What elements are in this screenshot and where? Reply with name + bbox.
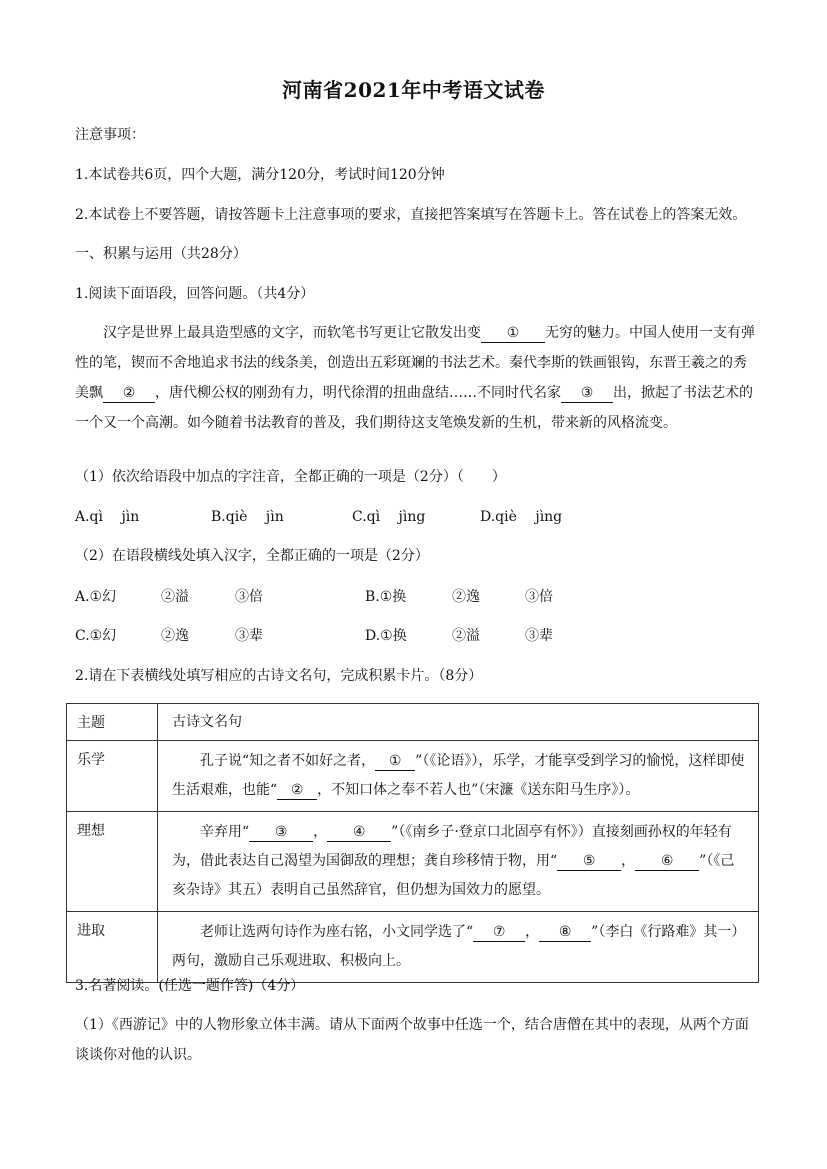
row-2-content xyxy=(158,812,759,912)
row-1-blank-2: ② xyxy=(277,781,317,800)
poetry-card-table xyxy=(66,703,759,983)
sub-2-option-b-1: B.①换 xyxy=(365,589,407,605)
row-2-text-4: ， xyxy=(621,853,636,869)
passage-text-b: 无穷的魅力。中国人使用一支有弹性的笔，锲而不舍地追求书法的线条美，创造出五彩斑斓的书法艺术。秦代李斯的铁画银钩，东晋王羲之的秀美飘 xyxy=(75,325,755,401)
row-2-text-3: ”（《南乡子·登京口北固亭有怀》）直接刻画孙权的年轻有为，借此表达自己渴望为国御敌的理想；龚自珍移情于物，用“ xyxy=(172,824,732,869)
row-2-blank-6: ⑥ xyxy=(635,852,699,871)
question-1-prompt: 1.阅读下面语段，回答问题。（共4分） xyxy=(75,286,315,302)
row-2-blank-4: ④ xyxy=(327,823,391,842)
sub-2-option-d-1: D.①换 xyxy=(365,628,407,644)
exam-title: 河南省2021年中考语文试卷 xyxy=(282,78,545,102)
row-3-text-2: ， xyxy=(525,924,540,940)
row-3-text-3: ”（李白《行路难》其一）两句，激励自己乐观进取、积极向上。 xyxy=(172,924,746,969)
row-2-theme: 理想 xyxy=(67,812,158,912)
table-header-row xyxy=(67,704,759,741)
row-2-text-5: ”（《己亥杂诗》其五）表明自己虽然辞官，但仍想为国效力的愿望。 xyxy=(172,853,735,898)
row-3-blank-8: ⑧ xyxy=(539,923,591,942)
row-1-text-1: 孔子说“知之者不如好之者， xyxy=(200,753,376,769)
row-1-theme: 乐学 xyxy=(67,741,158,812)
table-row-lexue xyxy=(67,741,759,812)
passage-blank-1: ① xyxy=(481,324,545,343)
sub-1-option-a: A.qì jìn xyxy=(75,509,140,525)
sub-2-option-c-1: C.①幻 xyxy=(75,628,117,644)
notice-item-2: 2.本试卷上不要答题，请按答题卡上注意事项的要求，直接把答案填写在答题卡上。答在试卷上的答案无效。 xyxy=(75,207,747,223)
row-2-text-2: ， xyxy=(313,824,328,840)
notice-item-1: 1.本试卷共6页，四个大题，满分120分，考试时间120分钟 xyxy=(75,167,445,183)
row-3-content xyxy=(158,912,759,983)
sub-2-option-a-1: A.①幻 xyxy=(75,589,117,605)
row-3-blank-7: ⑦ xyxy=(473,923,525,942)
notice-heading: 注意事项： xyxy=(75,127,145,143)
sub-1-option-d: D.qiè jìng xyxy=(480,509,563,525)
sub-2-option-c-3: ③辈 xyxy=(235,628,263,644)
passage-text-d: 出，掀起了书法艺术的一个又一个高潮。如今随着书法教育的普及，我们期待这支笔焕发新的生机，带来新的风格流变。 xyxy=(75,385,753,431)
passage-blank-3: ③ xyxy=(561,384,613,403)
sub-2-option-a-2: ②溢 xyxy=(161,589,189,605)
sub-1-option-c: C.qì jìng xyxy=(352,509,426,525)
row-2-blank-5: ⑤ xyxy=(557,852,621,871)
header-content: 古诗文名句 xyxy=(158,704,759,741)
question-1-sub-2: （2）在语段横线处填入汉字，全都正确的一项是（2分） xyxy=(75,548,429,564)
sub-2-option-d-3: ③辈 xyxy=(525,628,553,644)
table-row-lixiang xyxy=(67,812,759,912)
sub-2-option-b-2: ②逸 xyxy=(452,589,480,605)
row-3-theme: 进取 xyxy=(67,912,158,983)
row-2-blank-3: ③ xyxy=(249,823,313,842)
sub-2-option-b-3: ③倍 xyxy=(525,589,553,605)
sub-2-option-a-3: ③倍 xyxy=(235,589,263,605)
sub-1-option-b: B.qiè jìn xyxy=(211,509,284,525)
passage-blank-2: ② xyxy=(103,384,155,403)
question-3-sub-1: （1）《西游记》中的人物形象立体丰满。请从下面两个故事中任选一个，结合唐僧在其中的表现，从两个方面谈谈你对他的认识。 xyxy=(75,1017,749,1063)
row-3-text-1: 老师让选两句诗作为座右铭，小文同学选了“ xyxy=(200,924,474,940)
header-theme: 主题 xyxy=(67,704,158,741)
row-2-text-1: 辛弃用“ xyxy=(200,824,250,840)
row-1-blank-1: ① xyxy=(375,752,415,771)
row-1-content xyxy=(158,741,759,812)
sub-2-option-c-2: ②逸 xyxy=(161,628,189,644)
sub-2-option-d-2: ②溢 xyxy=(452,628,480,644)
question-1-passage xyxy=(75,318,755,438)
row-1-text-3: ，不知口体之奉不若人也”（宋濂《送东阳马生序》）。 xyxy=(317,782,640,798)
row-1-text-2: ”（《论语》），乐学，才能享受到学习的愉悦，这样即使生活艰难，也能“ xyxy=(172,753,745,798)
table-row-jinqu xyxy=(67,912,759,983)
section-1-heading: 一、积累与运用（共28分） xyxy=(75,246,247,262)
question-3-prompt: 3.名著阅读。(任选一题作答)（4分） xyxy=(75,978,305,994)
passage-text-c: ，唐代柳公权的刚劲有力，明代徐渭的扭曲盘结……不同时代名家 xyxy=(155,385,561,401)
passage-text-a: 汉字是世界上最具造型感的文字，而软笔书写更让它散发出变 xyxy=(103,325,481,341)
question-2-prompt: 2.请在下表横线处填写相应的古诗文名句，完成积累卡片。（8分） xyxy=(75,668,483,684)
question-1-sub-1: （1）依次给语段中加点的字注音，全都正确的一项是（2分）（ ） xyxy=(75,469,506,485)
